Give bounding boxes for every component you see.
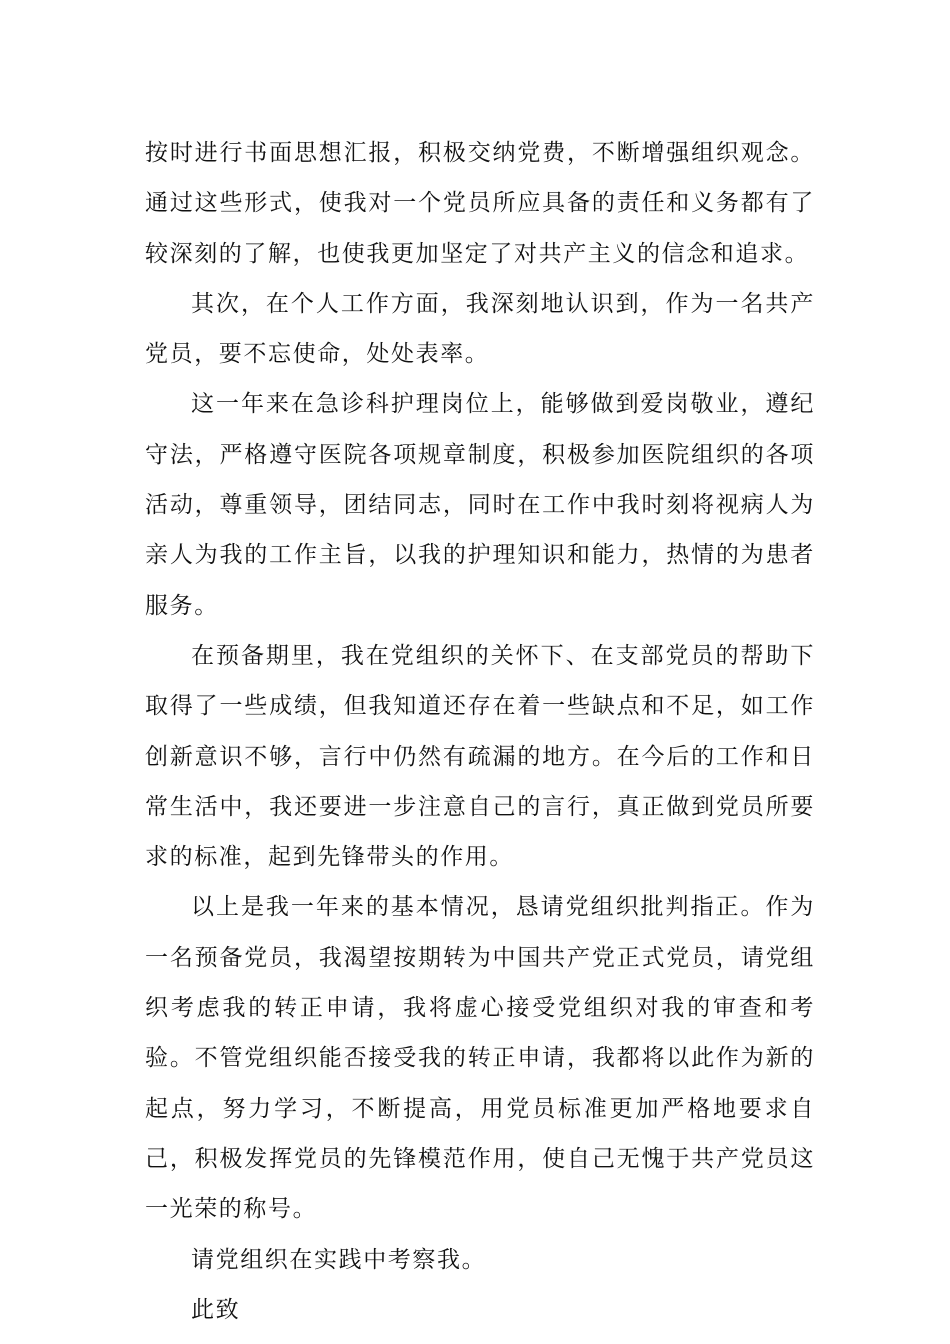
paragraph-work-attitude: 其次，在个人工作方面，我深刻地认识到，作为一名共产党员，要不忘使命，处处表率。 bbox=[145, 290, 815, 368]
paragraph-continuation: 按时进行书面思想汇报，积极交纳党费，不断增强组织观念。通过这些形式，使我对一个党员所应具备的责任和义务都有了较深刻的了解，也使我更加坚定了对共产主义的信念和追求。 bbox=[145, 140, 815, 267]
paragraph-salutation: 此致 bbox=[191, 1296, 241, 1323]
paragraph-closing-request: 请党组织在实践中考察我。 bbox=[191, 1246, 487, 1273]
paragraph-probation-period: 在预备期里，我在党组织的关怀下、在支部党员的帮助下取得了一些成绩，但我知道还存在着一些缺点和不足，如工作创新意识不够，言行中仍然有疏漏的地方。在今后的工作和日常生活中，我还要进一步注意自己的言行，真正做到党员所要求的标准，起到先锋带头的作用。 bbox=[145, 642, 815, 871]
document-body bbox=[145, 128, 815, 1335]
paragraph-summary-request: 以上是我一年来的基本情况，恳请党组织批判指正。作为一名预备党员，我渴望按期转为中国共产党正式党员，请党组织考虑我的转正申请，我将虚心接受党组织对我的审查和考验。不管党组织能否接受我的转正申请，我都将以此作为新的起点，努力学习，不断提高，用党员标准更加严格地要求自己，积极发挥党员的先锋模范作用，使自己无愧于共产党员这一光荣的称号。 bbox=[145, 894, 815, 1223]
paragraph-nursing-post: 这一年来在急诊科护理岗位上，能够做到爱岗敬业，遵纪守法，严格遵守医院各项规章制度，积极参加医院组织的各项活动，尊重领导，团结同志，同时在工作中我时刻将视病人为亲人为我的工作主旨，以我的护理知识和能力，热情的为患者服务。 bbox=[145, 391, 815, 619]
